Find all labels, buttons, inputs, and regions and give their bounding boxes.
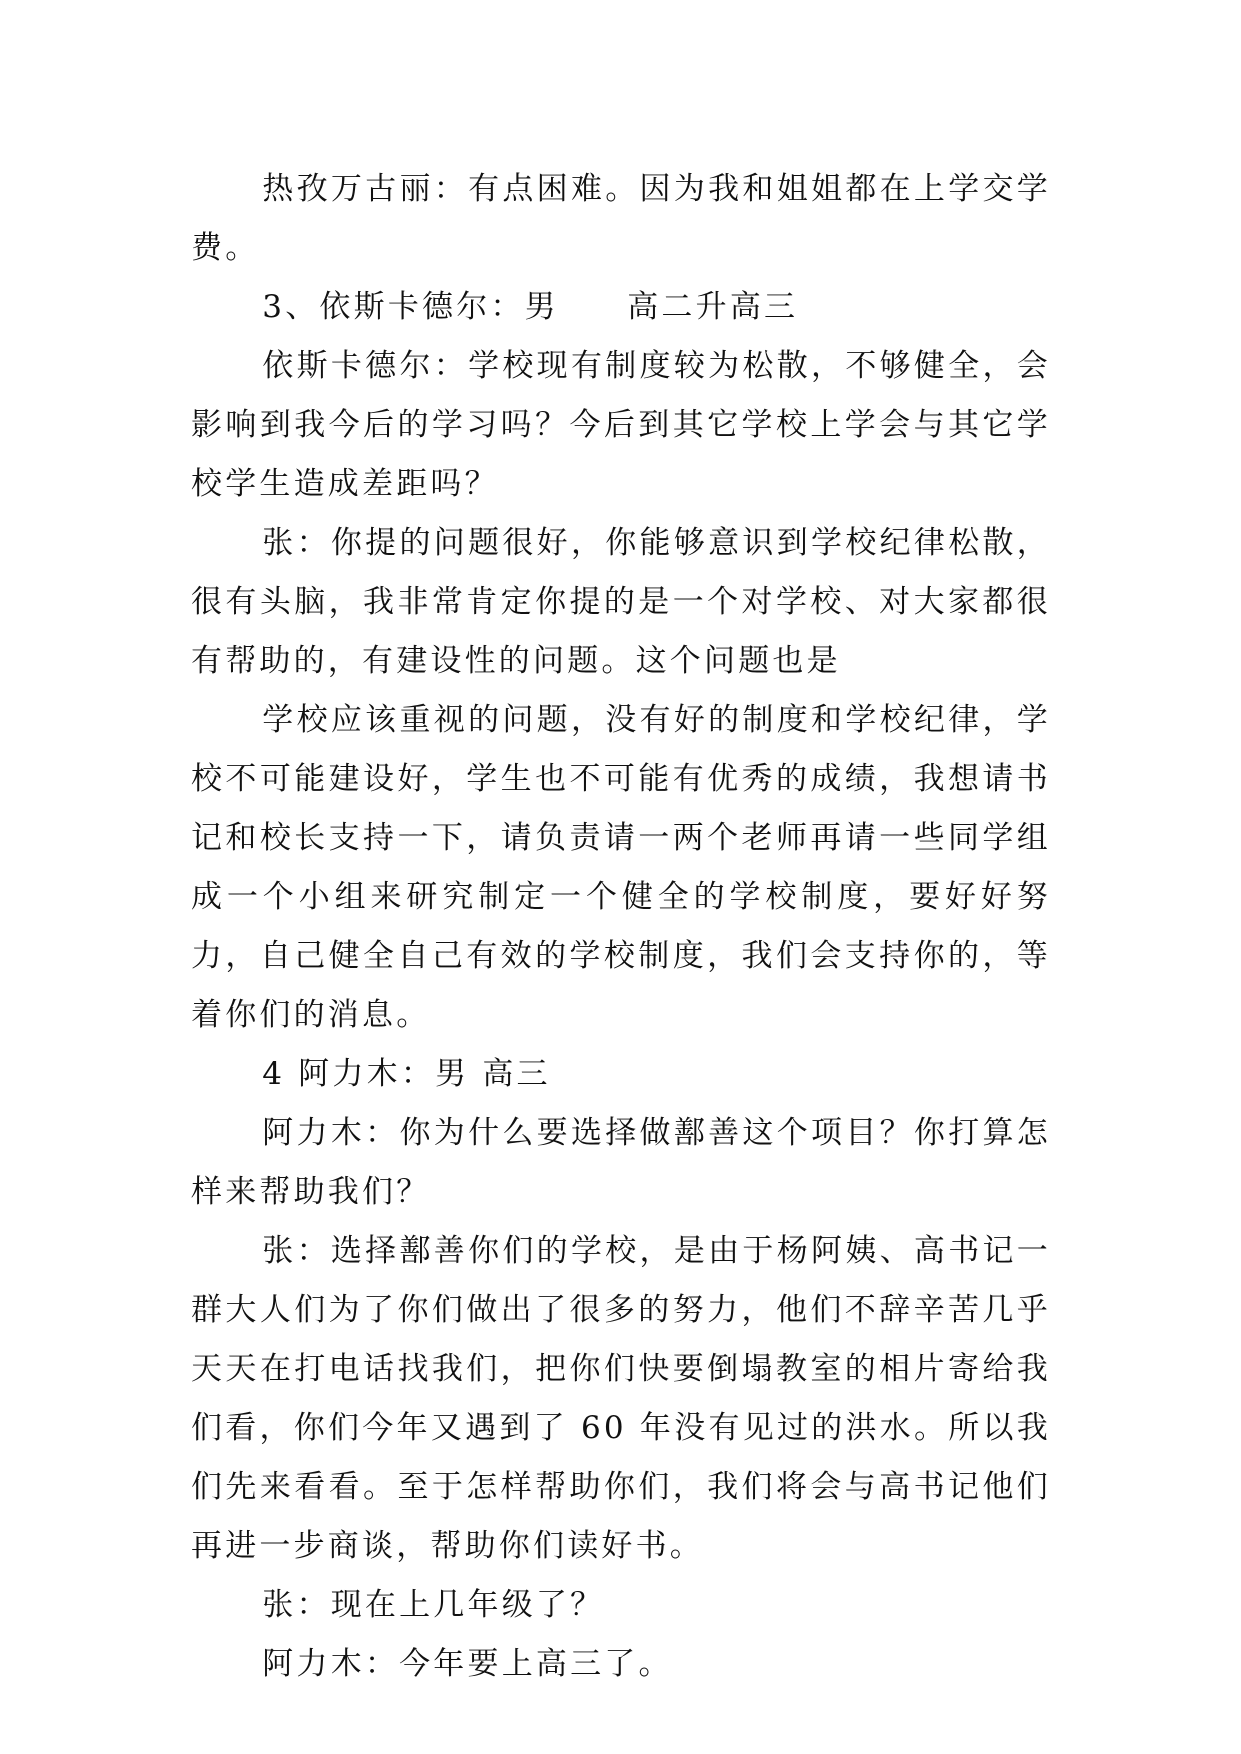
paragraph-6: 4 阿力木：男 高三	[262, 1056, 551, 1092]
paragraph-4: 张：你提的问题很好，你能够意识到学校纪律松散，很有头脑，我非常肯定你提的是一个对学校、对大家都很有帮助的，有建设性的问题。这个问题也是	[191, 525, 1051, 679]
document-body	[191, 160, 1051, 1694]
paragraph-1: 热孜万古丽：有点困难。因为我和姐姐都在上学交学费。	[191, 171, 1051, 266]
paragraph-7: 阿力木：你为什么要选择做鄯善这个项目？你打算怎样来帮助我们？	[191, 1115, 1051, 1210]
paragraph-8: 张：选择鄯善你们的学校，是由于杨阿姨、高书记一群大人们为了你们做出了很多的努力，他们不辞辛苦几乎天天在打电话找我们，把你们快要倒塌教室的相片寄给我们看，你们今年又遇到了 60 年没有见过的洪水。所以我们先来看看。至于怎样帮助你们，我们将会与高书记他们再进一步商谈，帮助你们读好书。	[191, 1233, 1051, 1564]
paragraph-9: 张：现在上几年级了？	[262, 1587, 605, 1623]
paragraph-5: 学校应该重视的问题，没有好的制度和学校纪律，学校不可能建设好，学生也不可能有优秀的成绩，我想请书记和校长支持一下，请负责请一两个老师再请一些同学组成一个小组来研究制定一个健全的学校制度，要好好努力，自己健全自己有效的学校制度，我们会支持你的，等着你们的消息。	[191, 702, 1051, 1033]
paragraph-10: 阿力木：今年要上高三了。	[262, 1646, 673, 1682]
paragraph-2: 3、依斯卡德尔：男 高二升高三	[262, 289, 799, 325]
paragraph-3: 依斯卡德尔：学校现有制度较为松散，不够健全，会影响到我今后的学习吗？今后到其它学校上学会与其它学校学生造成差距吗？	[191, 348, 1051, 502]
